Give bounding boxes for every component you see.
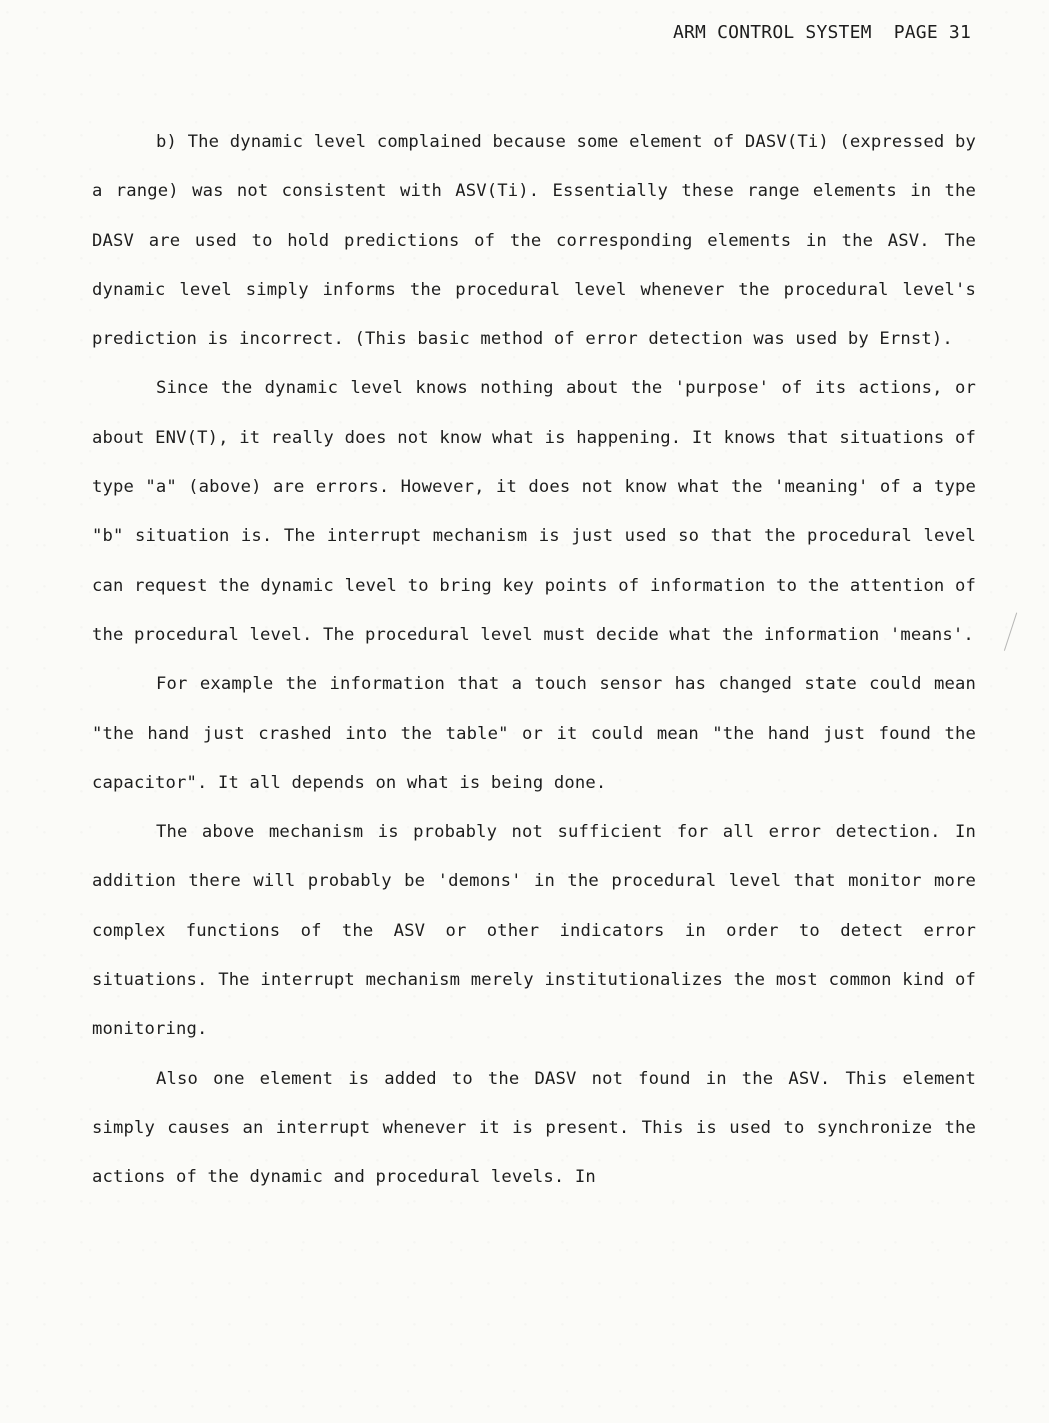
paragraph-b-dynamic-level: b) The dynamic level complained because some element of DASV(Ti) (expressed by a range) was not consistent with ASV(Ti). Essentially these range elements in the DASV are used to hold predictions of the corresponding elements in the ASV. The dynamic level simply informs the procedural level whenever the procedural level's prediction is incorrect. (This basic method of error detection was used by Ernst). <box>92 132 976 350</box>
header-title: ARM CONTROL SYSTEM <box>672 22 872 43</box>
paragraph-synchronize-element: Also one element is added to the DASV not found in the ASV. This element simply causes an interrupt whenever it is present. This is used to synchronize the actions of the dynamic and procedural levels. In <box>92 1068 976 1188</box>
paragraph-touch-sensor-example: For example the information that a touch sensor has changed state could mean "the hand just crashed into the table" or it could mean "the hand just found the capacitor". It all depends on what is being done. <box>92 674 976 793</box>
paragraph-error-detection: The above mechanism is probably not sufficient for all error detection. In addition there will probably be 'demons' in the procedural level that monitor more complex functions of the ASV or other indicators in order to detect error situations. The interrupt mechanism merely institutionalizes the most common kind of monitoring. <box>92 822 976 1040</box>
page-number: PAGE 31 <box>893 22 971 43</box>
margin-pencil-mark <box>1004 613 1019 652</box>
page-header <box>673 22 971 43</box>
paragraph-dynamic-level-knowledge: Since the dynamic level knows nothing about the 'purpose' of its actions, or about ENV(T), it really does not know what is happening. It knows that situations of type "a" (above) are errors. However, it does not know what the 'meaning' of a type "b" situation is. The interrupt mechanism is just used so that the procedural level can request the dynamic level to bring key points of information to the attention of the procedural level. The procedural level must decide what the information 'means'. <box>92 378 976 645</box>
body-text <box>92 118 976 1203</box>
